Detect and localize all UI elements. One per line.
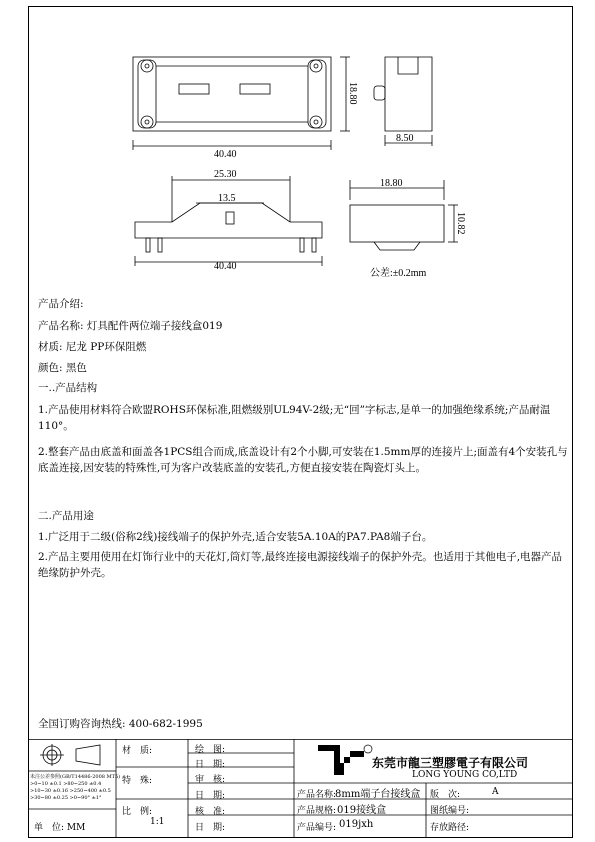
spec-label: 产品规格: — [297, 806, 337, 816]
drawing-number-label: 图纸编号: — [430, 806, 470, 816]
structure-heading: 一..产品结构 — [38, 382, 98, 394]
material-line: 材质: 尼龙 PP环保阻燃 — [38, 341, 147, 353]
technical-drawing — [0, 0, 595, 300]
product-code-label: 产品编号: — [297, 823, 337, 833]
company-name-cn: 东莞市龍三塑膠電子有限公司 — [372, 756, 529, 770]
company-name-en: LONG YOUNG CO,LTD — [412, 770, 518, 780]
product-name-line: 产品名称: 灯具配件两位端子接线盒019 — [38, 320, 223, 332]
tolerance-row-1: >0~10 ±0.1 >80~250 ±0.4 — [30, 781, 102, 787]
color-line: 颜色: 黑色 — [38, 362, 87, 374]
dim-side-width: 8.50 — [396, 133, 414, 144]
usage-paragraph-1: 1.广泛用于二级(俗称2线)接线端子的保护外壳,适合安装5A.10A的PA7.PA8端子台。 — [38, 531, 433, 543]
usage-heading: 二.产品用途 — [38, 510, 94, 522]
date-label-1: 日 期: — [195, 760, 226, 770]
review-label: 审 核: — [195, 775, 226, 785]
structure-paragraph-2: 2.整套产品由底盖和面盖各1PCS组合而成,底盖设计有2个小脚,可安装在1.5mm厚的连接片上;面盖有4个安装孔与底盖连接,因安装的特殊性,可为客户改装底盖的安装孔,方便直接安装在陶瓷灯头上。 — [38, 446, 568, 474]
scale-value: 1:1 — [150, 817, 165, 827]
date-label-2: 日 期: — [195, 791, 226, 801]
dim-front-inner: 13.5 — [218, 193, 236, 204]
dim-end-width: 18.80 — [380, 178, 403, 189]
spec-value: 019接线盒 — [337, 805, 387, 816]
tolerance-heading: 未注公差参照(GB/T14486-2008 MT5) — [30, 774, 121, 780]
date-label-3: 日 期: — [195, 823, 226, 833]
company-logo — [318, 745, 364, 775]
usage-paragraph-2: 2.产品主要用使用在灯饰行业中的天花灯,筒灯等,最终连接电源接线端子的保护外壳。也适用于其他电子,电器产品绝缘防护外壳。 — [38, 551, 563, 579]
dim-front-outer: 25.30 — [214, 169, 237, 180]
drawing-label: 绘 图: — [195, 745, 226, 755]
check-label: 核 准: — [195, 807, 226, 817]
product-name-label: 产品名称: — [297, 790, 337, 800]
intro-heading: 产品介绍: — [38, 298, 84, 310]
version-label: 版 次: — [430, 790, 461, 800]
dim-top-width: 40.40 — [214, 149, 237, 160]
tolerance-row-3: >30~80 ±0.25 >0~90° ±1° — [30, 795, 102, 801]
product-code-value: 019jxh — [339, 819, 374, 830]
tolerance-note: 公差:±0.2mm — [370, 268, 427, 279]
special-label: 特 殊: — [122, 776, 153, 786]
tolerance-row-2: >10~30 ±0.16 >250~400 ±0.5 — [30, 788, 111, 794]
version-value: A — [492, 787, 499, 797]
material-label: 材 质: — [122, 746, 153, 756]
structure-paragraph-1: 1.产品使用材料符合欧盟ROHS环保标准,阻燃级别UL94V-2级;无“回”字标志,是单一的加强绝缘系统;产品耐温110°。 — [38, 404, 551, 432]
unit-label: 单 位: MM — [34, 823, 86, 833]
product-name-value: 8mm端子台接线盒 — [335, 789, 421, 800]
dim-end-height: 10.82 — [455, 212, 466, 235]
dim-top-height: 18.80 — [347, 82, 358, 105]
storage-path-label: 存放路径: — [430, 823, 470, 833]
scale-label: 比 例: — [122, 807, 153, 817]
dim-front-width: 40.40 — [214, 261, 237, 272]
hotline: 全国订购咨询热线: 400-682-1995 — [38, 718, 203, 730]
